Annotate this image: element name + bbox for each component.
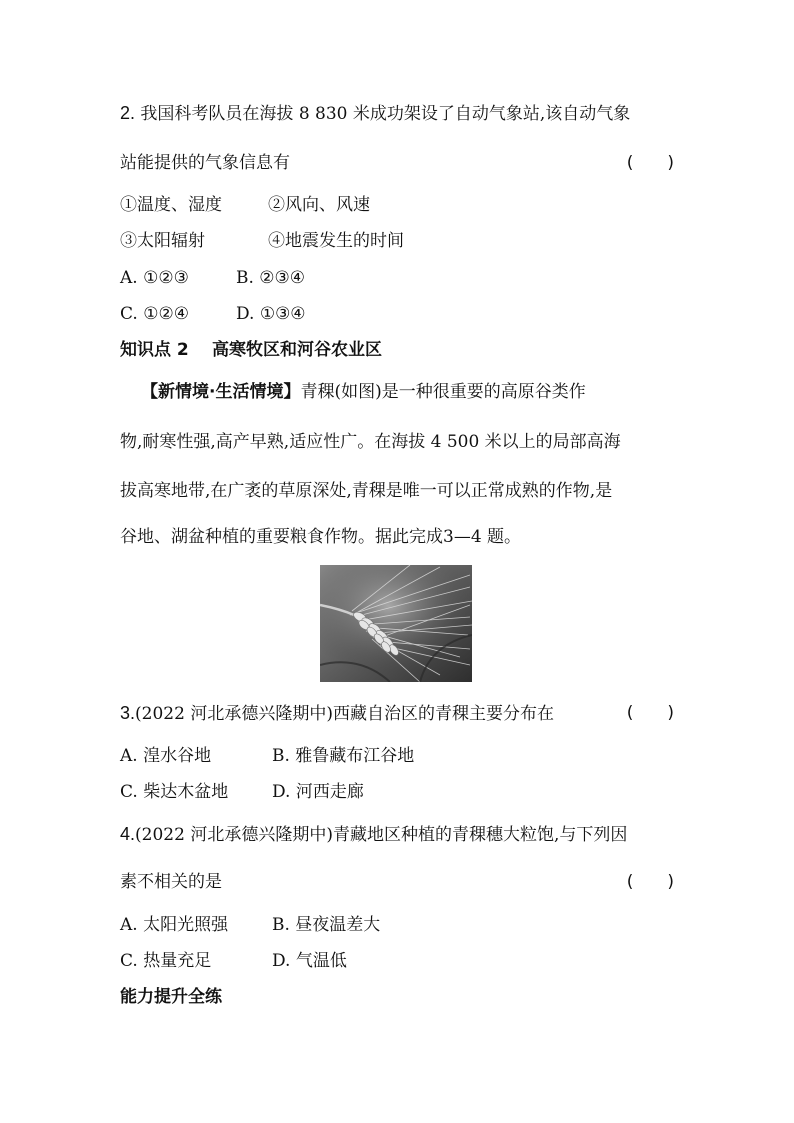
q3-option-d: D. 河西走廊 [272, 782, 364, 802]
q2-items-row1 [120, 194, 370, 216]
q3-stem: (2022 河北承德兴隆期中)西藏自治区的青稞主要分布在 [135, 704, 554, 724]
q3-answer-paren: ( ) [626, 703, 674, 723]
section-heading [120, 339, 382, 361]
q4-option-a: A. 太阳光照强 [120, 915, 229, 935]
q2-options-row1 [120, 267, 305, 289]
q4-answer-paren: ( ) [626, 872, 674, 892]
q4-option-d: D. 气温低 [272, 951, 347, 971]
q2-stem-line2: 站能提供的气象信息有 [120, 153, 290, 173]
q4-stem-line1: (2022 河北承德兴隆期中)青藏地区种植的青稞穗大粒饱,与下列因 [135, 825, 628, 845]
context-tag: 【新情境·生活情境】 [141, 382, 301, 402]
context-text-line1: 青稞(如图)是一种很重要的高原谷类作 [300, 382, 586, 402]
q2-options-row2 [120, 303, 306, 325]
q2-items-row2 [120, 230, 404, 252]
q2-item-4: ④地震发生的时间 [268, 231, 404, 251]
q2-item-1: ①温度、湿度 [120, 195, 222, 215]
section-label: 知识点 2 [120, 340, 189, 360]
q2-stem-line1: 我国科考队员在海拔 8 830 米成功架设了自动气象站,该自动气象 [140, 104, 631, 124]
q3-line [120, 702, 554, 725]
q4-options-row1 [120, 914, 380, 936]
q2-option-a: A. ①②③ [120, 268, 189, 288]
q2-option-b: B. ②③④ [236, 268, 306, 288]
q2-item-3: ③太阳辐射 [120, 231, 205, 251]
q2-option-d: D. ①③④ [236, 304, 306, 324]
q3-number: 3. [120, 703, 136, 723]
q2-answer-paren: ( ) [626, 153, 674, 173]
highland-barley-photo [320, 565, 472, 682]
q3-options-row2 [120, 781, 364, 803]
q3-option-b: B. 雅鲁藏布江谷地 [272, 746, 415, 766]
context-line2: 物,耐寒性强,高产早熟,适应性广。在海拔 4 500 米以上的局部高海 [120, 432, 621, 452]
q2-line1 [120, 102, 630, 125]
q4-option-c: C. 热量充足 [120, 951, 212, 971]
q3-option-a: A. 湟水谷地 [120, 746, 212, 766]
q4-line1 [120, 823, 627, 846]
q2-item-2: ②风向、风速 [268, 195, 370, 215]
q2-option-c: C. ①②④ [120, 304, 189, 324]
context-line3: 拔高寒地带,在广袤的草原深处,青稞是唯一可以正常成熟的作物,是 [120, 481, 613, 501]
q4-option-b: B. 昼夜温差大 [272, 915, 381, 935]
q2-number: 2. [120, 103, 136, 123]
q3-option-c: C. 柴达木盆地 [120, 782, 229, 802]
q4-options-row2 [120, 950, 347, 972]
context-line4: 谷地、湖盆种植的重要粮食作物。据此完成3—4 题。 [120, 527, 522, 547]
context-line1 [141, 381, 697, 403]
q4-number: 4. [120, 824, 136, 844]
section-title: 高寒牧区和河谷农业区 [212, 340, 382, 360]
barley-illustration [320, 565, 472, 682]
q4-stem-line2: 素不相关的是 [120, 872, 222, 892]
q3-options-row1 [120, 745, 414, 767]
ability-heading: 能力提升全练 [120, 987, 222, 1007]
